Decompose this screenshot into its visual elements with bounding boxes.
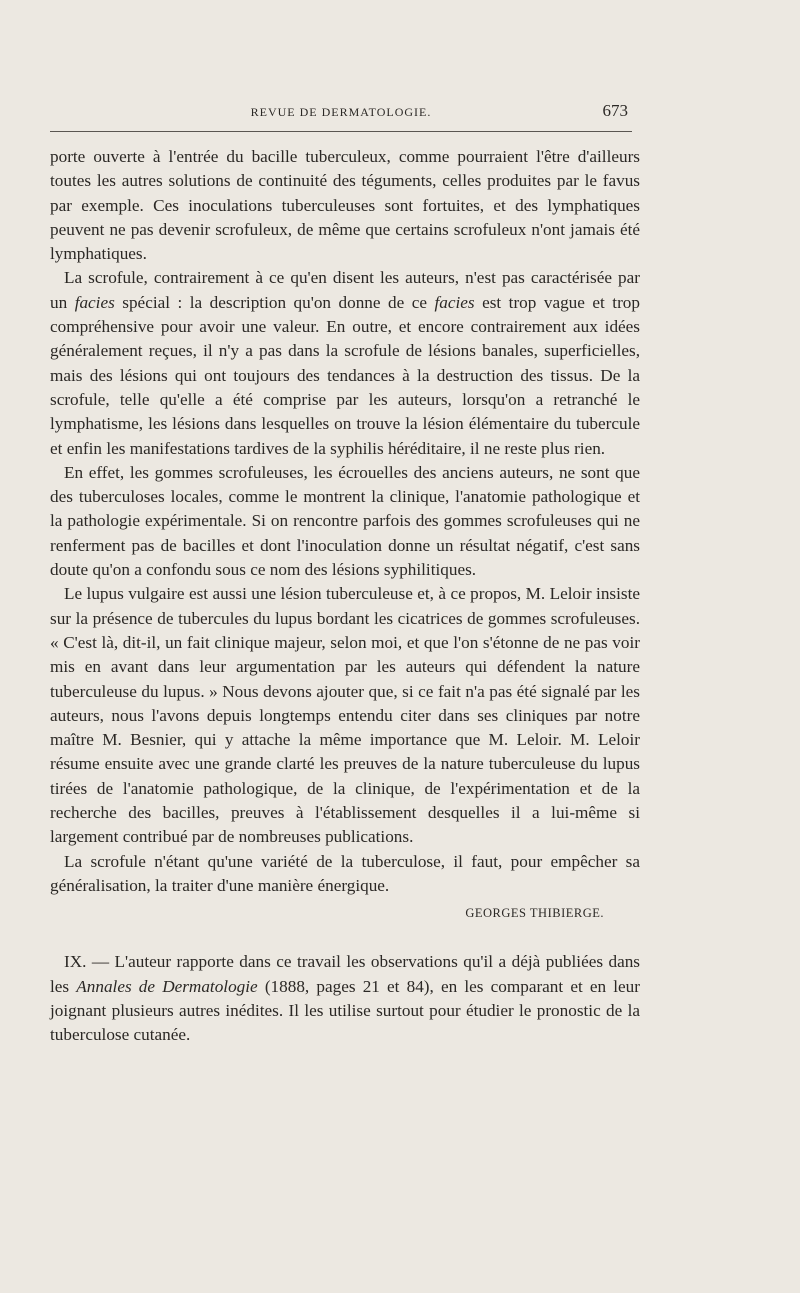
paragraph-4: Le lupus vulgaire est aussi une lésion tuberculeuse et, à ce propos, M. Leloir insiste sur la présence de tubercules du lupus bordant les cicatrices de gommes scrofuleuses. « C'est là, dit-il, un fait clinique majeur, selon moi, et que l'on s'étonne de ne pas voir mis en avant dans leur argumentation par les auteurs qui défendent la nature tuberculeuse du lupus. » Nous devons ajouter que, si ce fait n'a pas été signalé par les auteurs, nous l'avons depuis longtemps entendu citer dans ses cliniques par notre maître M. Besnier, qui y attache la même importance que M. Leloir. M. Leloir résume ensuite avec une grande clarté les preuves de la nature tuberculeuse du lupus tirées de l'anatomie pathologique, de la clinique, de l'expérimentation et de la recherche des bacilles, preuves à l'établissement desquelles il a lui-même si largement contribué par de nombreuses publications. (50, 584, 640, 847)
italic-facies: facies (434, 292, 475, 312)
author-signature: GEORGES THIBIERGE. (465, 906, 604, 921)
italic-facies: facies (74, 292, 115, 312)
journal-title: Annales de Dermatologie (76, 976, 258, 996)
paragraph-2: La scrofule, contrairement à ce qu'en disent les auteurs, n'est pas caractérisée par un facies spécial : la description qu'on donne de ce facies est trop vague et trop compréhensive pour avoir une valeur. En outre, et encore contrairement aux idées généralement reçues, il n'y a pas dans la scrofule de lésions banales, superficielles, mais des lésions qui ont toujours des tendances à la destruction des tissus. De la scrofule, telle qu'elle a été comprise par les auteurs, lorsqu'on a retranché le lymphatisme, les lésions dans lesquelles on trouve la lésion élémentaire du tubercule et enfin les manifestations tardives de la syphilis héréditaire, il ne reste plus rien. (50, 268, 640, 458)
body-text (50, 145, 640, 1047)
paragraph-1: porte ouverte à l'entrée du bacille tuberculeux, comme pourraient l'être d'ailleurs toutes les autres solutions de continuité des téguments, celles produites par le favus par exemple. Ces inoculations tuberculeuses sont fortuites, et des lymphatiques peuvent ne pas devenir scrofuleux, de même que certains scrofuleux n'ont jamais été lymphatiques. (50, 147, 640, 264)
section-gap (50, 928, 640, 950)
paragraph-3: En effet, les gommes scrofuleuses, les écrouelles des anciens auteurs, ne sont que des tuberculoses locales, comme le montrent la clinique, l'anatomie pathologique et la pathologie expérimentale. Si on rencontre parfois des gommes scrofuleuses qui ne renferment pas de bacilles et dont l'inoculation donne un résultat négatif, c'est sans doute qu'on a confondu sous ce nom des lésions syphilitiques. (50, 462, 640, 580)
header-rule (50, 131, 632, 132)
section-ix: IX. — L'auteur rapporte dans ce travail les observations qu'il a déjà publiées dans les Annales de Dermatologie (1888, pages 21 et 84), en les comparant et en leur joignant plusieurs autres inédites. Il les utilise surtout pour étudier le pronostic de la tuberculose cutanée. (50, 952, 641, 1045)
running-head: REVUE DE DERMATOLOGIE. (250, 105, 432, 119)
page-number: 673 (602, 101, 628, 120)
paragraph-5: La scrofule n'étant qu'une variété de la tuberculose, il faut, pour empêcher sa généralisation, la traiter d'une manière énergique. (50, 851, 640, 895)
page-header (50, 101, 632, 127)
